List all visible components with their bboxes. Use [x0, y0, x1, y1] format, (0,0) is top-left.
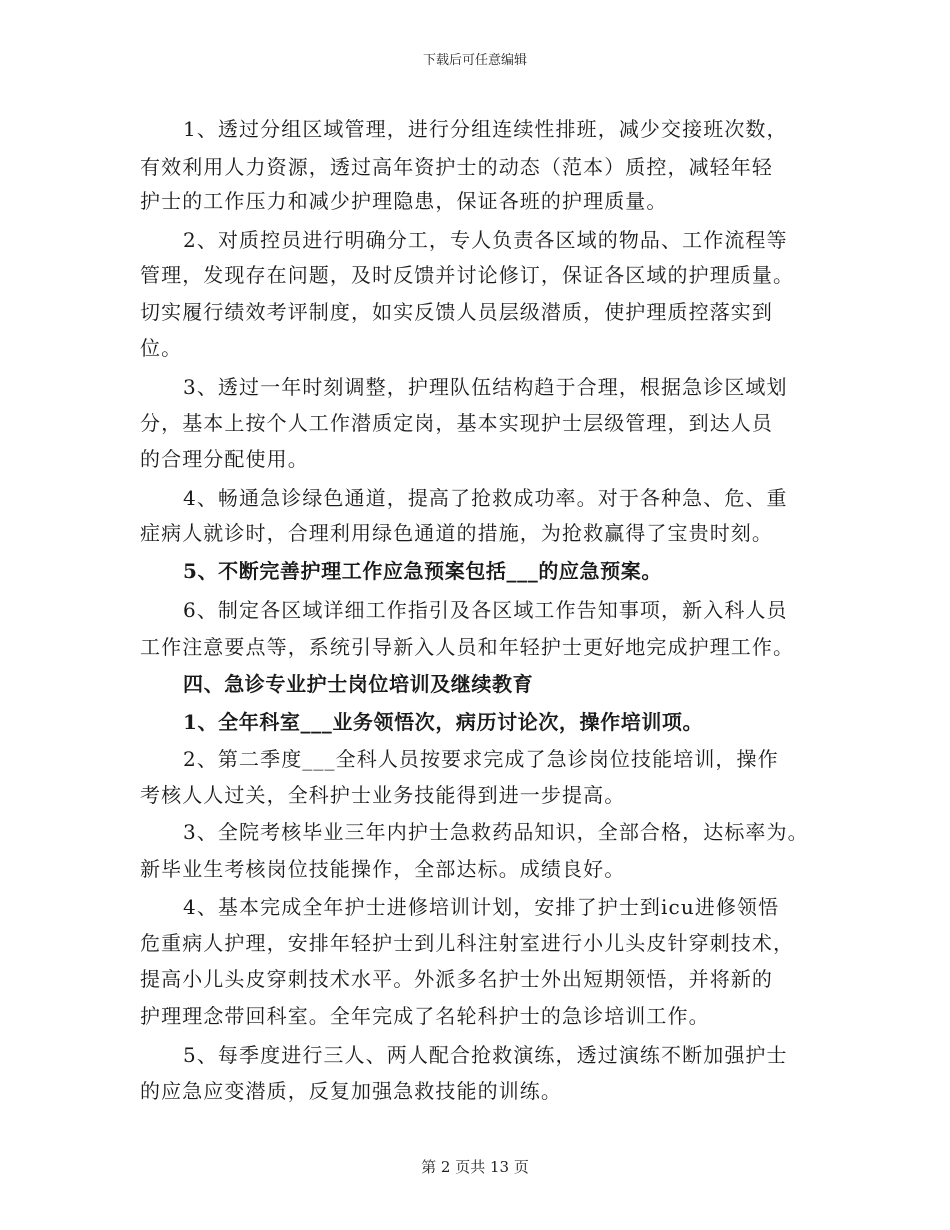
- paragraph-line: 2、第二季度___全科人员按要求完成了急诊岗位技能培训，操作: [183, 747, 779, 771]
- paragraph-line: 分，基本上按个人工作潜质定岗，基本实现护士层级管理，到达人员: [140, 411, 773, 435]
- paragraph-line: 4、畅通急诊绿色通道，提高了抢救成功率。对于各种急、危、重: [183, 486, 788, 510]
- paragraph-line: 护士的工作压力和减少护理隐患，保证各班的护理质量。: [140, 189, 668, 213]
- paragraph-line: 管理，发现存在问题，及时反馈并讨论修订，保证各区域的护理质量。: [140, 263, 795, 287]
- paragraph-line: 新毕业生考核岗位技能操作，全部达标。成绩良好。: [140, 857, 626, 881]
- bold-item-line: 1、全年科室___业务领悟次，病历讨论次，操作培训项。: [183, 710, 704, 734]
- paragraph-line: 1、透过分组区域管理，进行分组连续性排班，减少交接班次数，: [183, 117, 788, 141]
- paragraph-line: 3、透过一年时刻调整，护理队伍结构趋于合理，根据急诊区域划: [183, 375, 788, 399]
- page-header: 下载后可任意编辑: [422, 53, 527, 68]
- paragraph-line: 护理理念带回科室。全年完成了名轮科护士的急诊培训工作。: [140, 1004, 710, 1028]
- paragraph-line: 症病人就诊时，合理利用绿色通道的措施，为抢救赢得了宝贵时刻。: [140, 521, 773, 545]
- section-heading: 四、急诊专业护士岗位培训及继续教育: [183, 672, 534, 696]
- paragraph-line: 提高小儿头皮穿刺技术水平。外派多名护士外出短期领悟，并将新的: [140, 967, 773, 991]
- paragraph-line: 5、每季度进行三人、两人配合抢救演练，透过演练不断加强护士: [183, 1043, 788, 1067]
- paragraph-line: 6、制定各区域详细工作指引及各区域工作告知事项，新入科人员: [183, 598, 788, 622]
- paragraph-line: 4、基本完成全年护士进修培训计划，安排了护士到icu进修领悟: [183, 895, 780, 919]
- paragraph-line: 有效利用人力资源，透过高年资护士的动态（范本）质控，减轻年轻: [140, 155, 773, 179]
- page-footer: 第 2 页共 13 页: [421, 1158, 529, 1176]
- paragraph-line: 切实履行绩效考评制度，如实反馈人员层级潜质，使护理质控落实到: [140, 300, 773, 324]
- paragraph-line: 的合理分配使用。: [140, 447, 309, 471]
- paragraph-line: 工作注意要点等，系统引导新入人员和年轻护士更好地完成护理工作。: [140, 635, 795, 659]
- paragraph-line: 考核人人过关，全科护士业务技能得到进一步提高。: [140, 783, 626, 807]
- bold-item-line: 5、不断完善护理工作应急预案包括___的应急预案。: [183, 559, 662, 583]
- paragraph-line: 的应急应变潜质，反复加强急救技能的训练。: [140, 1079, 562, 1103]
- paragraph-line: 3、全院考核毕业三年内护士急救药品知识，全部合格，达标率为。: [183, 820, 809, 844]
- paragraph-line: 危重病人护理，安排年轻护士到儿科注射室进行小儿头皮针穿刺技术，: [140, 931, 795, 955]
- paragraph-line: 位。: [140, 336, 183, 360]
- paragraph-line: 2、对质控员进行明确分工，专人负责各区域的物品、工作流程等: [183, 228, 788, 252]
